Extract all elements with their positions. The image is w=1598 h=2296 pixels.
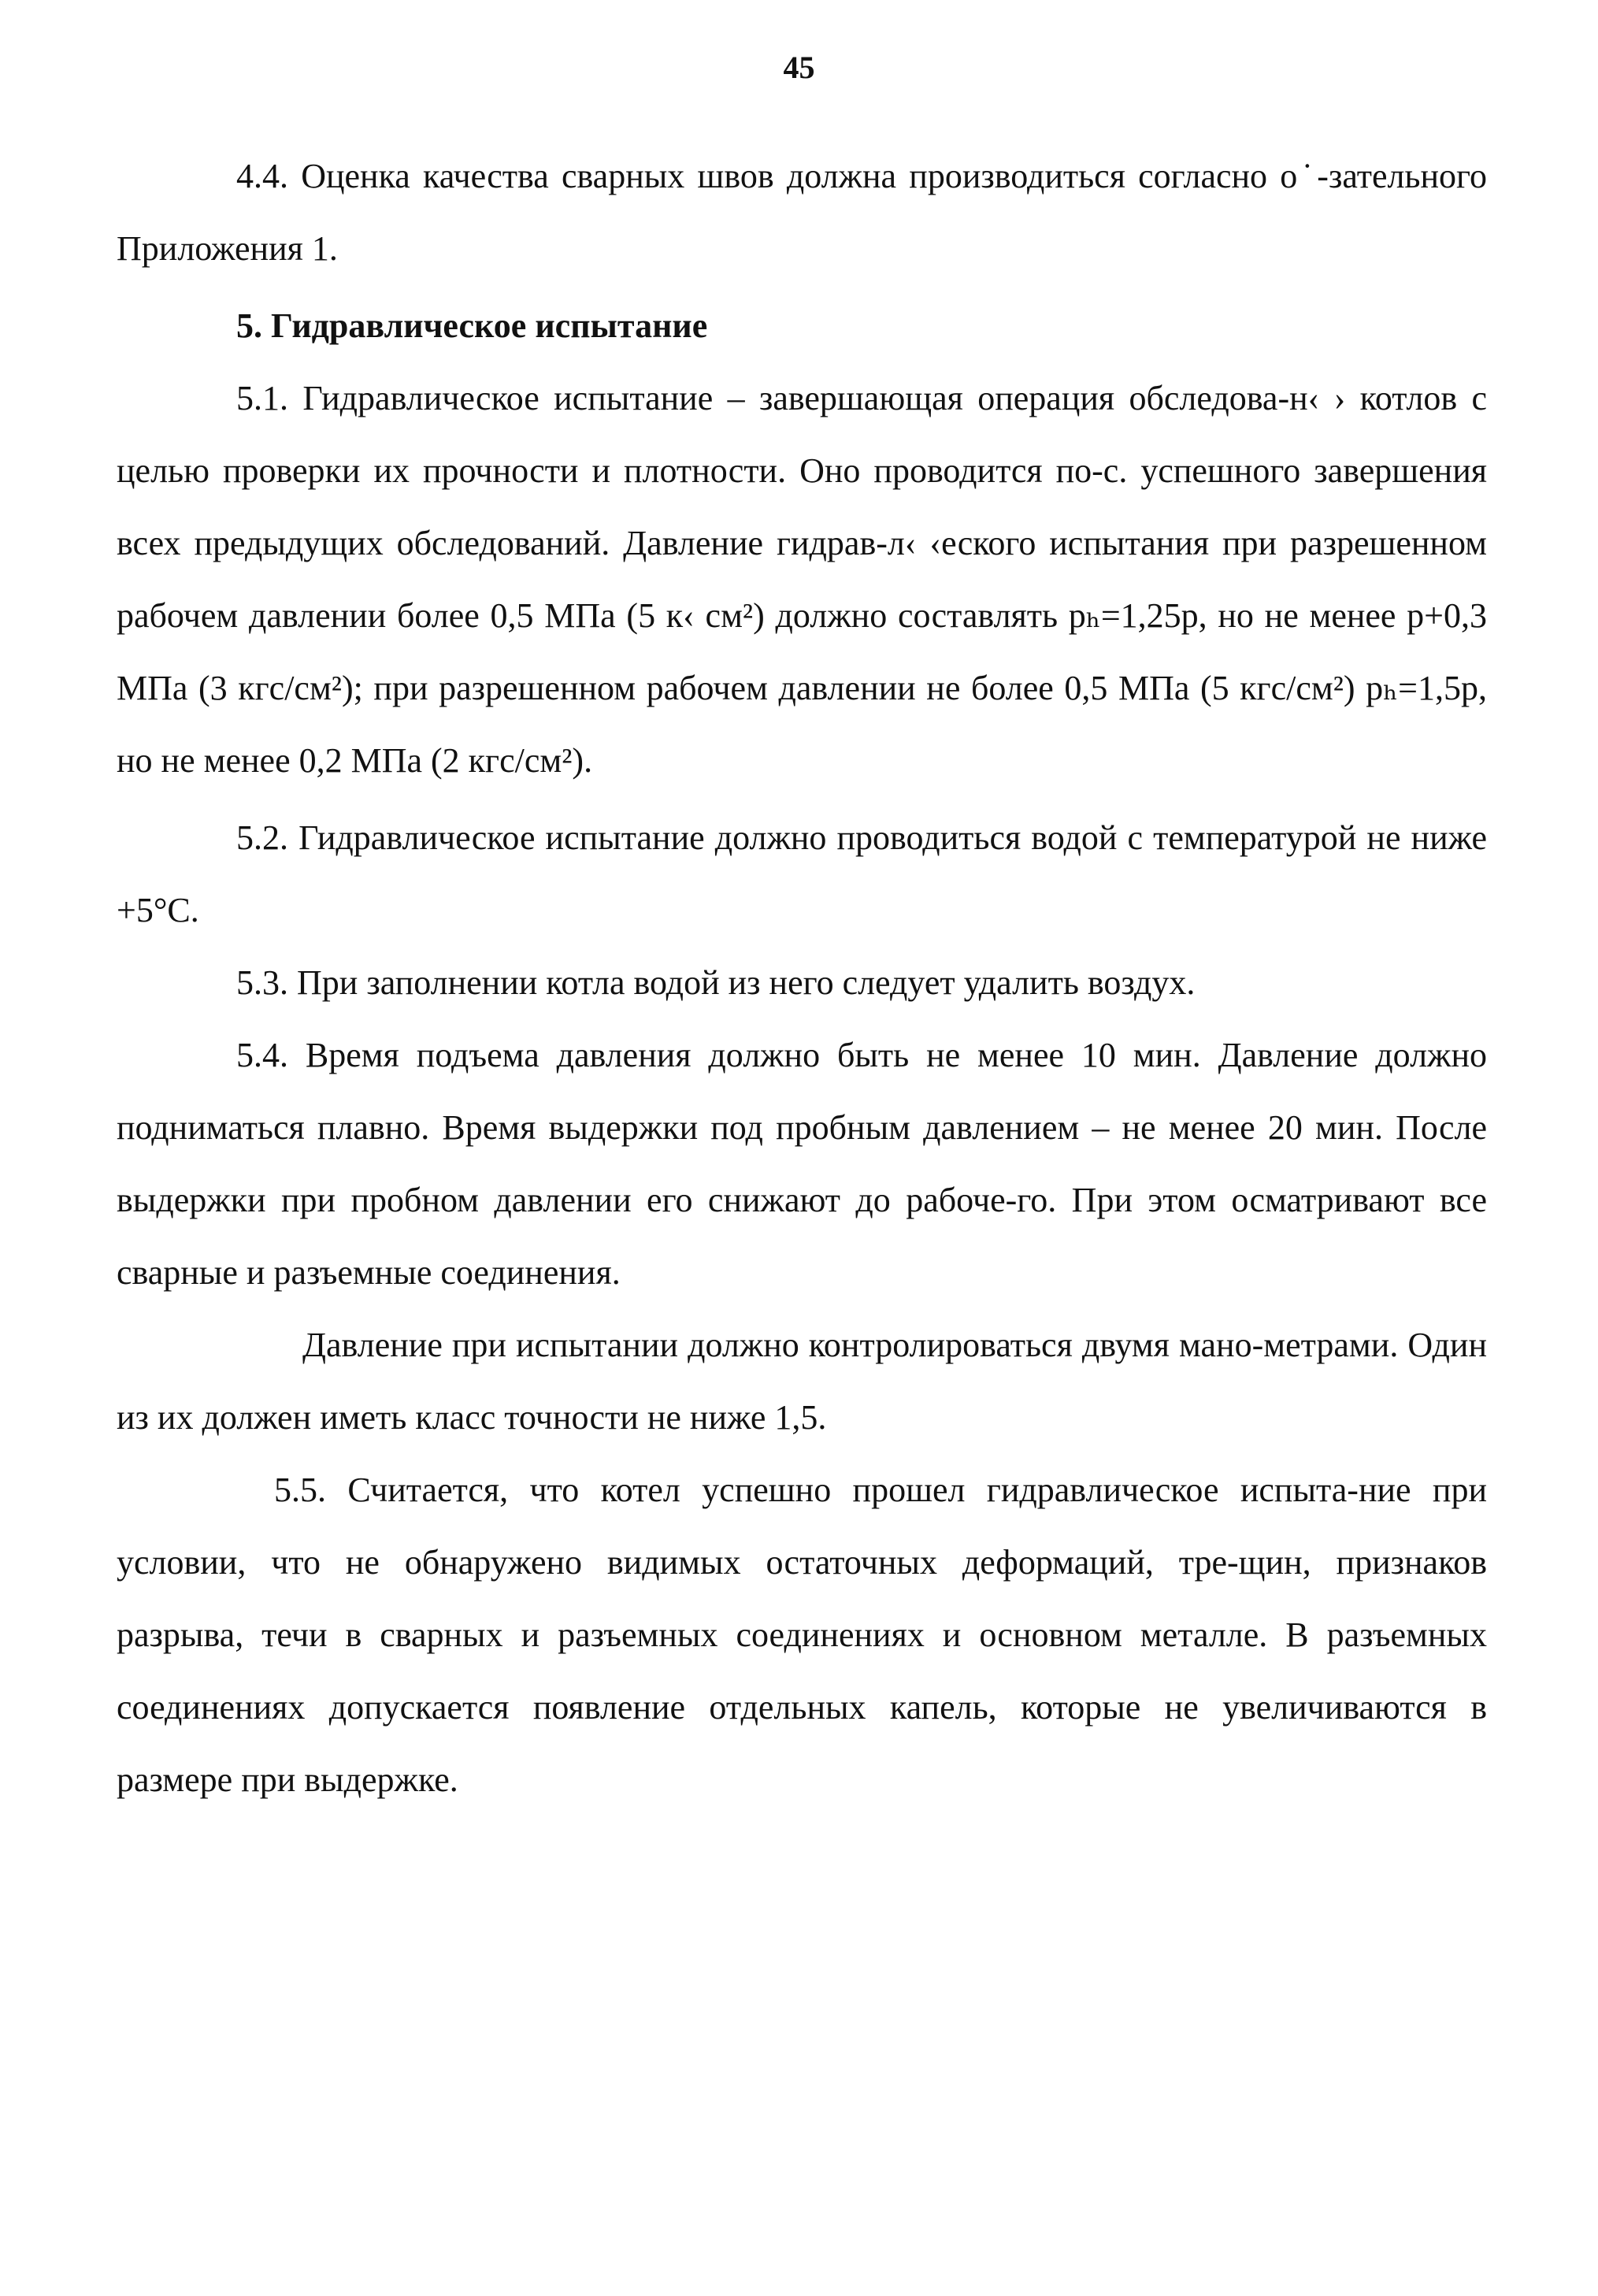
paragraph-5-4: 5.4. Время подъема давления должно быть не менее 10 мин. Давление должно подниматься плавно. Время выдержки под пробным давлением – не менее 20 мин. После выдержки при пробном давлении его снижают до рабоче-го. При этом осматривают все сварные и разъемные соединения. [117, 1036, 1487, 1292]
page-number: 45 [783, 50, 815, 85]
section-heading-5: 5. Гидравлическое испытание [236, 306, 708, 345]
paragraph-5-1: 5.1. Гидравлическое испытание – завершающая операция обследова-н‹ › котлов с целью проверки их прочности и плотности. Оно проводится по-с. успешного завершения всех предыдущих обследований. Давление гидрав-л‹ ‹еского испытания при разрешенном рабочем давлении более 0,5 МПа (5 к‹ см²) должно составлять pₕ=1,25р, но не менее р+0,3 МПа (3 кгс/см²); при разрешенном рабочем давлении не более 0,5 МПа (5 кгс/см²) pₕ=1,5р, но не менее 0,2 МПа (2 кгс/см²). [117, 379, 1487, 780]
paragraph-5-4-continued: Давление при испытании должно контролироваться двумя мано-метрами. Один из их должен иметь класс точности не ниже 1,5. [117, 1326, 1487, 1437]
paragraph-5-3: 5.3. При заполнении котла водой из него следует удалить воздух. [236, 963, 1196, 1002]
document-body [117, 140, 1487, 1816]
paragraph-5-2: 5.2. Гидравлическое испытание должно проводиться водой с температурой не ниже +5°С. [117, 818, 1487, 929]
paragraph-4-4: 4.4. Оценка качества сварных швов должна производиться согласно о˙‑зательного Приложения 1. [117, 157, 1487, 268]
paragraph-5-5: 5.5. Считается, что котел успешно прошел гидравлическое испыта-ние при условии, что не обнаружено видимых остаточных деформаций, тре-щин, признаков разрыва, течи в сварных и разъемных соединениях и основном металле. В разъемных соединениях допускается появление отдельных капель, которые не увеличиваются в размере при выдержке. [117, 1471, 1487, 1799]
